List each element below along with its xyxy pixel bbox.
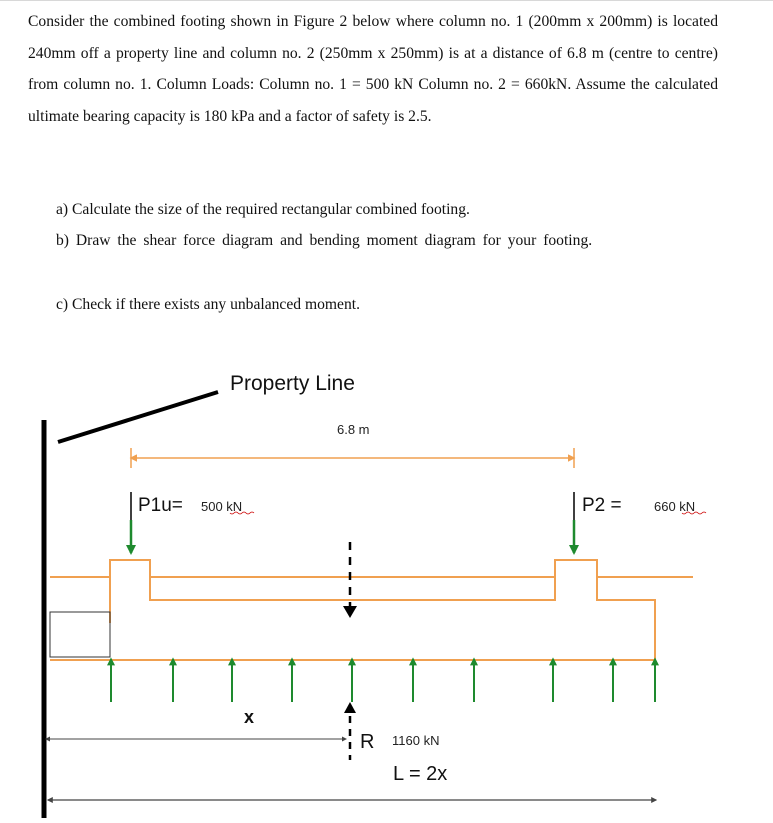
p2-label: P2 =	[582, 495, 622, 516]
question-b: b) Draw the shear force diagram and bending moment diagram for your footing.	[56, 232, 593, 249]
p1-value: 500 kN	[201, 499, 243, 514]
resultant-value: 1160 kN	[392, 733, 440, 748]
question-a: a) Calculate the size of the required rectangular combined footing.	[56, 201, 470, 218]
property-line-label: Property Line	[230, 372, 355, 395]
resultant-label: R	[360, 731, 375, 753]
x-label: x	[244, 707, 255, 727]
problem-paragraph: Consider the combined footing shown in Figure 2 below where column no. 1 (200mm x 200mm) is located 240mm off a property line and column no. 2 (250mm x 250mm) is at a distance of 6.8 m (centre to centre) from column no. 1. Column Loads: Column no. 1 = 500 kN Column no. 2 = 660kN. Assume the calculated ultimate bearing capacity is 180 kPa and a factor of safety is 2.5.	[28, 13, 718, 125]
wall-footing-box	[50, 612, 110, 657]
length-label: L = 2x	[393, 763, 448, 785]
p2-value: 660 kN	[654, 499, 696, 514]
property-line-slash	[58, 392, 218, 442]
resultant-arrow-head	[343, 606, 357, 618]
resultant-reaction-arrow-head	[344, 702, 356, 713]
p1-label: P1u=	[138, 495, 183, 516]
question-c: c) Check if there exists any unbalanced moment.	[56, 296, 360, 313]
spacing-label: 6.8 m	[337, 422, 370, 437]
soil-reaction-arrows	[111, 659, 655, 702]
